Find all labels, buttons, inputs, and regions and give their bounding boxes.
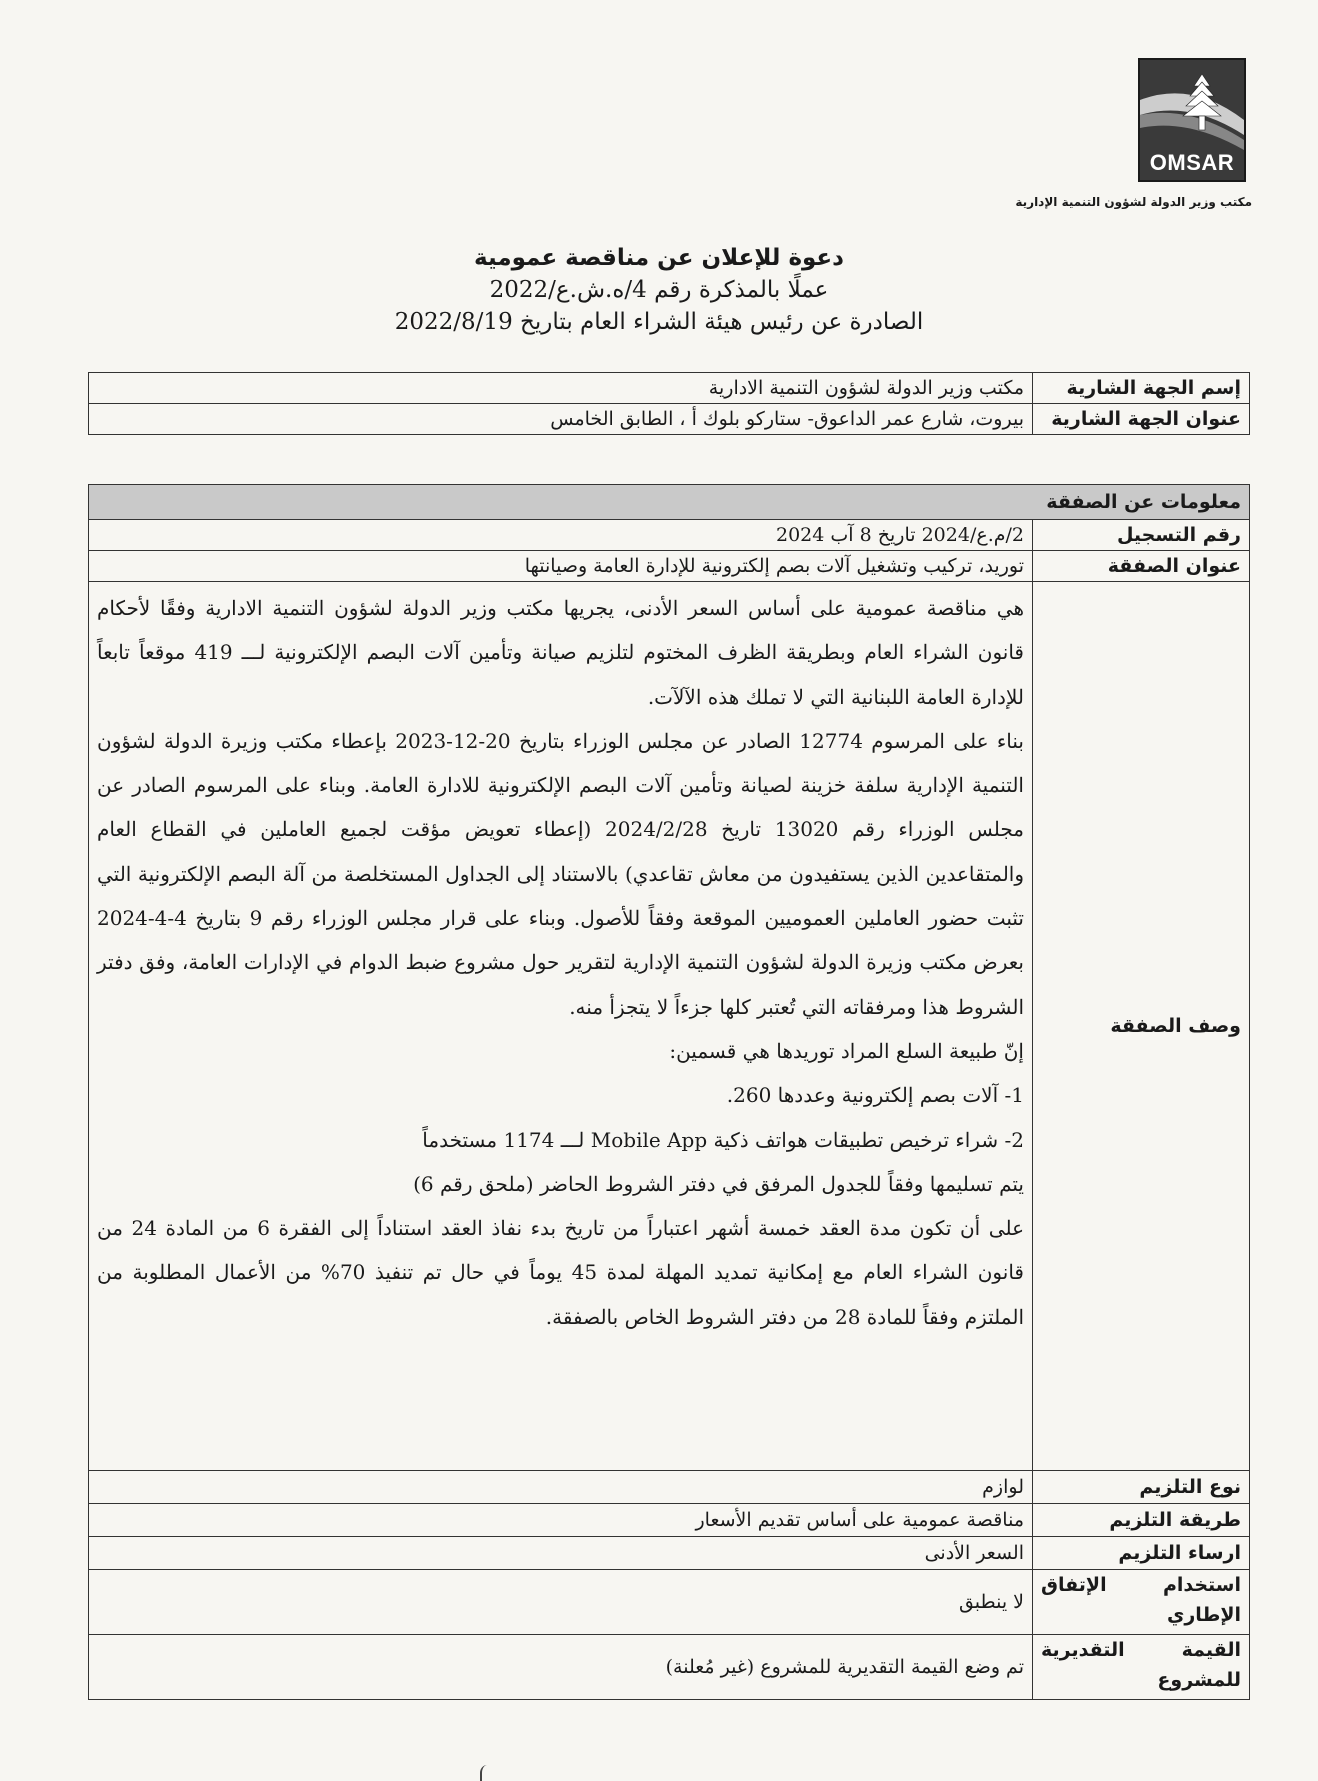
framework-label-b: الإتفاق bbox=[1041, 1574, 1107, 1596]
award-type-label: نوع التلزيم bbox=[1033, 1471, 1250, 1504]
description-item-2 bbox=[97, 1118, 1024, 1162]
entity-name-label: إسم الجهة الشارية bbox=[1033, 373, 1250, 404]
table-row bbox=[89, 373, 1250, 404]
entity-name-value: مكتب وزير الدولة لشؤون التنمية الادارية bbox=[89, 373, 1033, 404]
description-item-2-a: 2- شراء ترخيص تطبيقات هواتف ذكية bbox=[713, 1127, 1024, 1152]
deal-info-table bbox=[88, 484, 1250, 1700]
estimate-label-c: للمشروع bbox=[1157, 1669, 1241, 1691]
registration-label: رقم التسجيل bbox=[1033, 520, 1250, 551]
table-row bbox=[89, 1635, 1250, 1700]
document-title bbox=[0, 245, 1318, 335]
omsar-logo bbox=[1136, 58, 1246, 182]
title-line-2: عملًا بالمذكرة رقم 4/ه.ش.ع/2022 bbox=[489, 277, 829, 303]
table-row bbox=[89, 404, 1250, 435]
office-caption: مكتب وزير الدولة لشؤون التنمية الإدارية bbox=[1015, 195, 1252, 209]
description-paragraph-1: هي مناقصة عمومية على أساس السعر الأدنى، يجريها مكتب وزير الدولة لشؤون التنمية الادارية وفقًا لأحكام قانون الشراء العام وبطريقة الظرف المختوم لتلزيم صيانة وتأمين آلات البصم الإلكترونية لـــ 419 موقعاً تابعاً للإدارة العامة اللبنانية التي لا تملك هذه الآلآت. bbox=[97, 596, 1024, 709]
estimate-label bbox=[1033, 1635, 1250, 1700]
description-paragraph-3: إنّ طبيعة السلع المراد توريدها هي قسمين: bbox=[669, 1038, 1024, 1063]
award-basis-value: السعر الأدنى bbox=[89, 1537, 1033, 1570]
logo-text: OMSAR bbox=[1149, 150, 1235, 175]
estimate-value: تم وضع القيمة التقديرية للمشروع (غير مُعلنة) bbox=[89, 1635, 1033, 1700]
title-line-1: دعوة للإعلان عن مناقصة عمومية bbox=[474, 245, 844, 271]
entity-address-label: عنوان الجهة الشارية bbox=[1033, 404, 1250, 435]
award-method-value: مناقصة عمومية على أساس تقديم الأسعار bbox=[89, 1504, 1033, 1537]
description-paragraph-2: بناء على المرسوم 12774 الصادر عن مجلس الوزراء بتاريخ 20-12-2023 بإعطاء مكتب وزيرة الدولة لشؤون التنمية الإدارية سلفة خزينة لصيانة وتأمين آلات البصم الإلكترونية للادارة العامة. وبناء على المرسوم الصادر عن مجلس الوزراء رقم 13020 تاريخ 2024/2/28 (إعطاء تعويض مؤقت لجميع العاملين في القطاع العام والمتقاعدين الذين يستفيدون من معاش تقاعدي) بالاستناد إلى الجداول المستخلصة من آلة البصم الإلكترونية التي تثبت حضور العاملين العموميين الموقعة وفقاً للأصول. وبناء على قرار مجلس الوزراء رقم 9 بتاريخ 4-4-2024 بعرض مكتب وزيرة الدولة لشؤون التنمية الإدارية لتقرير حول مشروع ضبط الدوام في الإدارات العامة، وفق دفتر الشروط هذا ومرفقاته التي تُعتبر كلها جزءاً لا يتجزأ منه. bbox=[97, 728, 1025, 1019]
award-method-label: طريقة التلزيم bbox=[1033, 1504, 1250, 1537]
framework-label bbox=[1033, 1570, 1250, 1635]
section-header-row bbox=[89, 485, 1250, 520]
award-type-value: لوازم bbox=[89, 1471, 1033, 1504]
award-basis-label: ارساء التلزيم bbox=[1033, 1537, 1250, 1570]
table-row bbox=[89, 1537, 1250, 1570]
table-row bbox=[89, 1504, 1250, 1537]
estimate-label-b: التقديرية bbox=[1041, 1639, 1125, 1661]
deal-title-value: توريد، تركيب وتشغيل آلات بصم إلكترونية للإدارة العامة وصيانتها bbox=[89, 551, 1033, 582]
pen-mark bbox=[480, 1765, 494, 1781]
description-item-1: 1- آلات بصم إلكترونية وعددها 260. bbox=[726, 1083, 1024, 1108]
deal-title-label: عنوان الصفقة bbox=[1033, 551, 1250, 582]
description-label: وصف الصفقة bbox=[1033, 582, 1250, 1471]
description-paragraph-6: يتم تسليمها وفقاً للجدول المرفق في دفتر الشروط الحاضر (ملحق رقم 6) bbox=[413, 1171, 1024, 1196]
entity-address-value: بيروت، شارع عمر الداعوق- ستاركو بلوك أ ، الطابق الخامس bbox=[89, 404, 1033, 435]
table-row bbox=[89, 1570, 1250, 1635]
framework-value: لا ينطبق bbox=[89, 1570, 1033, 1635]
estimate-label-a: القيمة bbox=[1181, 1639, 1241, 1661]
table-row bbox=[89, 582, 1250, 1471]
framework-label-c: الإطاري bbox=[1166, 1604, 1241, 1626]
table-row bbox=[89, 551, 1250, 582]
framework-label-a: استخدام bbox=[1162, 1574, 1241, 1596]
mobile-app-text: Mobile App bbox=[590, 1127, 708, 1152]
registration-value: 2/م.ع/2024 تاريخ 8 آب 2024 bbox=[89, 520, 1033, 551]
table-row bbox=[89, 520, 1250, 551]
table-row bbox=[89, 1471, 1250, 1504]
cedar-emblem bbox=[1138, 58, 1246, 182]
purchasing-entity-table bbox=[88, 372, 1250, 435]
description-paragraph-7: على أن تكون مدة العقد خمسة أشهر اعتباراً من تاريخ بدء نفاذ العقد استناداً إلى الفقرة 6 من المادة 24 من قانون الشراء العام مع إمكانية تمديد المهلة لمدة 45 يوماً في حال تم تنفيذ 70% من الأعمال المطلوبة من الملتزم وفقاً للمادة 28 من دفتر الشروط الخاص بالصفقة. bbox=[97, 1216, 1025, 1329]
section-header: معلومات عن الصفقة bbox=[89, 485, 1250, 520]
description-item-2-b: لـــ 1174 مستخدماً bbox=[422, 1127, 585, 1152]
title-line-3: الصادرة عن رئيس هيئة الشراء العام بتاريخ 2022/8/19 bbox=[394, 309, 924, 335]
description-value bbox=[89, 582, 1033, 1471]
